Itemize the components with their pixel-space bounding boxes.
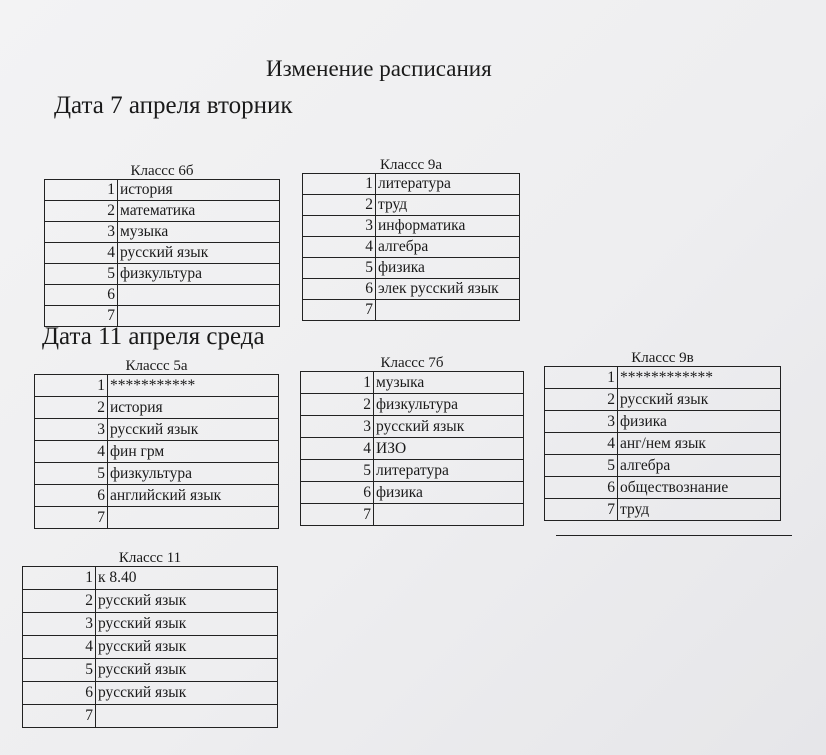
- lesson-number: 7: [545, 499, 618, 521]
- lesson-number: 7: [303, 300, 376, 321]
- lesson-number: 3: [35, 419, 108, 441]
- lesson-row: [301, 372, 524, 394]
- lesson-subject: [118, 285, 280, 306]
- lesson-number: 3: [301, 416, 374, 438]
- date-heading-day2: Дата 11 апреля среда: [42, 323, 265, 350]
- lesson-subject: русский язык: [374, 416, 524, 438]
- lesson-number: 4: [23, 636, 96, 659]
- lesson-number: 5: [35, 463, 108, 485]
- lesson-subject: русский язык: [96, 636, 278, 659]
- lesson-row: [301, 438, 524, 460]
- class-7b-block: [300, 355, 524, 526]
- lesson-number: 2: [35, 397, 108, 419]
- lesson-number: 1: [45, 180, 118, 201]
- lesson-subject: литература: [374, 460, 524, 482]
- lesson-subject: английский язык: [108, 485, 279, 507]
- lesson-subject: анг/нем язык: [618, 433, 781, 455]
- lesson-subject: физика: [376, 258, 520, 279]
- lesson-row: [35, 507, 279, 529]
- lesson-subject: информатика: [376, 216, 520, 237]
- class-caption: Классс 9а: [379, 157, 443, 173]
- lesson-row: [303, 258, 520, 279]
- lesson-number: 3: [23, 613, 96, 636]
- lesson-row: [35, 419, 279, 441]
- lesson-row: [45, 201, 280, 222]
- lesson-number: 2: [545, 389, 618, 411]
- lesson-subject: ***********: [108, 375, 279, 397]
- lesson-number: 1: [301, 372, 374, 394]
- lesson-row: [303, 300, 520, 321]
- lesson-subject: [108, 507, 279, 529]
- lesson-row: [45, 222, 280, 243]
- lesson-number: 3: [545, 411, 618, 433]
- class-9a-block: [302, 157, 520, 321]
- lesson-subject: физкультура: [118, 264, 280, 285]
- lesson-row: [303, 279, 520, 300]
- lesson-subject: ИЗО: [374, 438, 524, 460]
- lesson-row: [545, 389, 781, 411]
- lesson-number: 2: [303, 195, 376, 216]
- lesson-row: [303, 216, 520, 237]
- class-caption: Классс 7б: [380, 355, 444, 371]
- lesson-subject: русский язык: [96, 682, 278, 705]
- class-caption: Классс 6б: [130, 163, 194, 179]
- lesson-number: 4: [301, 438, 374, 460]
- lesson-subject: русский язык: [108, 419, 279, 441]
- lesson-row: [545, 499, 781, 521]
- lesson-row: [35, 375, 279, 397]
- lesson-row: [35, 485, 279, 507]
- class-11-block: [22, 550, 278, 728]
- lesson-row: [45, 285, 280, 306]
- lesson-row: [23, 567, 278, 590]
- lesson-subject: музыка: [374, 372, 524, 394]
- class-5a-block: [34, 358, 279, 529]
- lesson-number: 7: [45, 306, 118, 327]
- lesson-subject: алгебра: [376, 237, 520, 258]
- lesson-subject: физика: [618, 411, 781, 433]
- lesson-row: [23, 659, 278, 682]
- lesson-row: [545, 477, 781, 499]
- page-title: Изменение расписания: [266, 56, 492, 81]
- lesson-row: [23, 705, 278, 728]
- class-caption: Классс 9в: [631, 350, 694, 366]
- lesson-subject: [118, 306, 280, 327]
- lesson-number: 7: [35, 507, 108, 529]
- lesson-number: 1: [23, 567, 96, 590]
- lesson-number: 2: [23, 590, 96, 613]
- lesson-number: 4: [303, 237, 376, 258]
- lesson-number: 7: [23, 705, 96, 728]
- class-9v-block: [544, 350, 781, 521]
- lesson-subject: [374, 504, 524, 526]
- schedule-table: [34, 374, 279, 529]
- lesson-row: [303, 174, 520, 195]
- lesson-number: 3: [45, 222, 118, 243]
- class-caption: Классс 11: [118, 550, 182, 566]
- lesson-number: 4: [35, 441, 108, 463]
- lesson-row: [301, 416, 524, 438]
- lesson-number: 6: [301, 482, 374, 504]
- lesson-row: [23, 590, 278, 613]
- lesson-number: 1: [545, 367, 618, 389]
- lesson-number: 2: [45, 201, 118, 222]
- lesson-subject: труд: [376, 195, 520, 216]
- lesson-row: [35, 463, 279, 485]
- date-heading-day1: Дата 7 апреля вторник: [54, 92, 293, 119]
- lesson-number: 5: [303, 258, 376, 279]
- lesson-subject: русский язык: [118, 243, 280, 264]
- lesson-subject: физкультура: [108, 463, 279, 485]
- lesson-number: 6: [303, 279, 376, 300]
- lesson-subject: русский язык: [96, 659, 278, 682]
- lesson-row: [303, 237, 520, 258]
- lesson-number: 5: [301, 460, 374, 482]
- schedule-table: [44, 179, 280, 327]
- lesson-number: 1: [35, 375, 108, 397]
- lesson-number: 1: [303, 174, 376, 195]
- lesson-subject: к 8.40: [96, 567, 278, 590]
- lesson-number: 3: [303, 216, 376, 237]
- lesson-subject: ************: [618, 367, 781, 389]
- lesson-row: [35, 441, 279, 463]
- lesson-subject: алгебра: [618, 455, 781, 477]
- lesson-subject: фин грм: [108, 441, 279, 463]
- lesson-row: [23, 636, 278, 659]
- lesson-number: 6: [545, 477, 618, 499]
- lesson-subject: [376, 300, 520, 321]
- lesson-number: 5: [45, 264, 118, 285]
- lesson-number: 6: [35, 485, 108, 507]
- lesson-number: 4: [545, 433, 618, 455]
- lesson-number: 6: [23, 682, 96, 705]
- lesson-subject: история: [108, 397, 279, 419]
- lesson-subject: [96, 705, 278, 728]
- lesson-row: [545, 367, 781, 389]
- schedule-table: [544, 366, 781, 521]
- lesson-subject: обществознание: [618, 477, 781, 499]
- lesson-row: [35, 397, 279, 419]
- lesson-number: 5: [545, 455, 618, 477]
- lesson-row: [301, 482, 524, 504]
- lesson-number: 2: [301, 394, 374, 416]
- lesson-row: [303, 195, 520, 216]
- lesson-subject: труд: [618, 499, 781, 521]
- schedule-table: [300, 371, 524, 526]
- lesson-row: [301, 504, 524, 526]
- schedule-table: [302, 173, 520, 321]
- lesson-subject: русский язык: [96, 590, 278, 613]
- lesson-subject: русский язык: [618, 389, 781, 411]
- lesson-subject: математика: [118, 201, 280, 222]
- lesson-subject: музыка: [118, 222, 280, 243]
- lesson-number: 4: [45, 243, 118, 264]
- schedule-table: [22, 566, 278, 728]
- lesson-row: [23, 682, 278, 705]
- lesson-row: [301, 394, 524, 416]
- lesson-subject: история: [118, 180, 280, 201]
- lesson-row: [545, 455, 781, 477]
- lesson-row: [545, 411, 781, 433]
- lesson-row: [45, 306, 280, 327]
- lesson-row: [45, 264, 280, 285]
- lesson-number: 6: [45, 285, 118, 306]
- lesson-row: [45, 243, 280, 264]
- lesson-number: 7: [301, 504, 374, 526]
- lesson-subject: физика: [374, 482, 524, 504]
- class-6b-block: [44, 163, 280, 327]
- lesson-row: [545, 433, 781, 455]
- lesson-subject: элек русский язык: [376, 279, 520, 300]
- signature-line: [556, 535, 792, 536]
- class-caption: Классс 5а: [125, 358, 188, 374]
- lesson-number: 5: [23, 659, 96, 682]
- lesson-subject: физкультура: [374, 394, 524, 416]
- lesson-row: [45, 180, 280, 201]
- lesson-row: [23, 613, 278, 636]
- lesson-subject: литература: [376, 174, 520, 195]
- lesson-row: [301, 460, 524, 482]
- lesson-subject: русский язык: [96, 613, 278, 636]
